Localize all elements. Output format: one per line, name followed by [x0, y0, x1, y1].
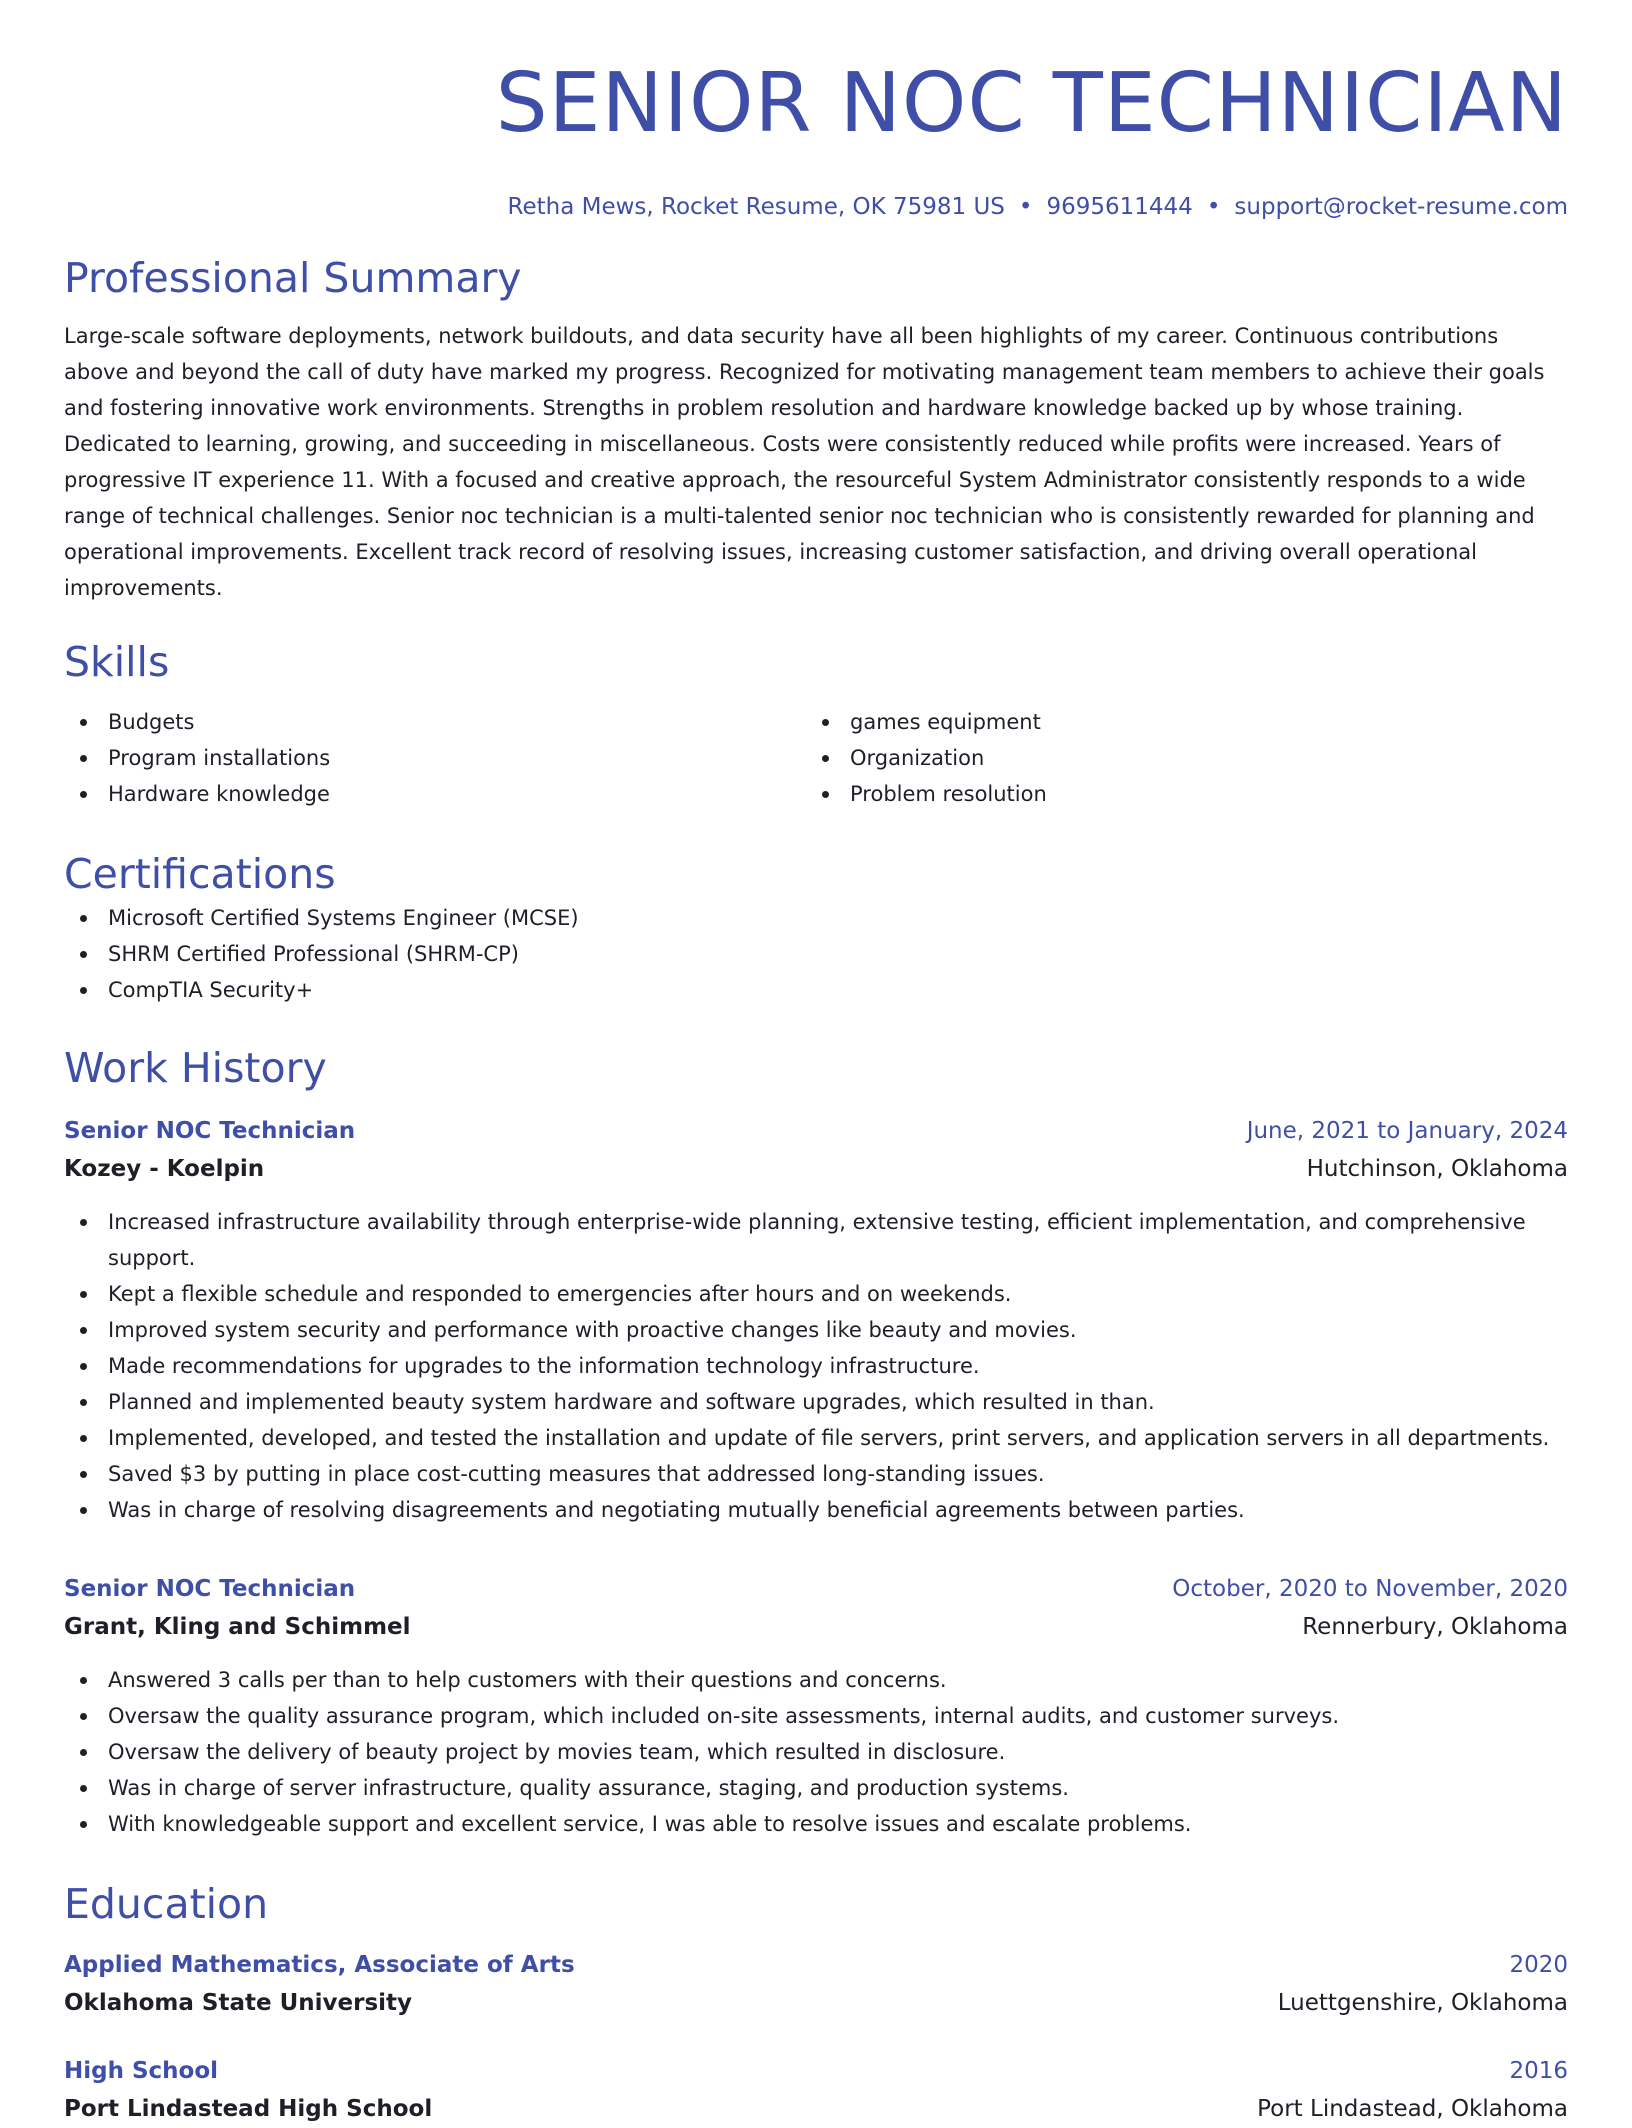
education-heading: Education: [64, 1880, 269, 1928]
certifications-heading: Certifications: [64, 850, 336, 898]
skill-item: games equipment: [806, 704, 1548, 740]
contact-separator: •: [1206, 194, 1221, 220]
job-bullet: Oversaw the quality assurance program, which included on-site assessments, internal audits, and customer surveys.: [64, 1698, 1568, 1734]
job-role: Senior NOC Technician: [64, 1576, 356, 1602]
skills-heading: Skills: [64, 638, 170, 686]
summary-heading: Professional Summary: [64, 254, 522, 302]
certification-item: CompTIA Security+: [64, 972, 1568, 1008]
job-bullet: Increased infrastructure availability through enterprise-wide planning, extensive testing, efficient implementation, and comprehensive support.: [64, 1204, 1568, 1276]
education-degree: Applied Mathematics, Associate of Arts: [64, 1952, 575, 1978]
job-bullets: [64, 1204, 1568, 1528]
contact-email[interactable]: support@rocket-resume.com: [1234, 194, 1568, 220]
skills-list-left: [64, 704, 806, 812]
education-degree-row: [64, 2052, 1568, 2090]
certification-item: SHRM Certified Professional (SHRM-CP): [64, 936, 1568, 972]
skill-item: Organization: [806, 740, 1548, 776]
certifications-list: [64, 900, 1568, 1008]
job-location: Rennerbury, Oklahoma: [1302, 1614, 1568, 1640]
job-header-row: [64, 1570, 1568, 1608]
job-bullet: With knowledgeable support and excellent service, I was able to resolve issues and escalate problems.: [64, 1806, 1568, 1842]
job-bullet: Kept a flexible schedule and responded to emergencies after hours and on weekends.: [64, 1276, 1568, 1312]
education-degree: High School: [64, 2058, 219, 2084]
job-bullet: Planned and implemented beauty system hardware and software upgrades, which resulted in than.: [64, 1384, 1568, 1420]
summary-text: Large-scale software deployments, network buildouts, and data security have all been highlights of my career. Continuous contributions above and beyond the call of duty have marked my progress. Recognized for motivating management team members to achieve their goals and fostering innovative work environments. Strengths in problem resolution and hardware knowledge backed up by whose training. Dedicated to learning, growing, and succeeding in miscellaneous. Costs were consistently reduced while profits were increased. Years of progressive IT experience 11. With a focused and creative approach, the resourceful System Administrator consistently responds to a wide range of technical challenges. Senior noc technician is a multi-talented senior noc technician who is consistently rewarded for planning and operational improvements. Excellent track record of resolving issues, increasing customer satisfaction, and driving overall operational improvements.: [64, 324, 1545, 600]
skill-item: Problem resolution: [806, 776, 1548, 812]
skills-list-right: [806, 704, 1548, 812]
job-bullet: Was in charge of resolving disagreements and negotiating mutually beneficial agreements between parties.: [64, 1492, 1568, 1528]
contact-separator: •: [1018, 194, 1033, 220]
job-entry: [64, 1570, 1568, 1842]
education-school: Port Lindastead High School: [64, 2096, 433, 2122]
job-bullet: Was in charge of server infrastructure, quality assurance, staging, and production systems.: [64, 1770, 1568, 1806]
contact-line: [64, 192, 1568, 222]
job-company: Kozey - Koelpin: [64, 1156, 265, 1182]
job-dates: June, 2021 to January, 2024: [1246, 1118, 1568, 1144]
education-entry: [64, 2052, 1568, 2128]
job-company-row: [64, 1608, 1568, 1646]
job-company-row: [64, 1150, 1568, 1188]
education-school-row: [64, 2090, 1568, 2128]
education-degree-row: [64, 1946, 1568, 1984]
job-bullet: Made recommendations for upgrades to the information technology infrastructure.: [64, 1348, 1568, 1384]
skills-columns: [64, 704, 1568, 812]
skill-item: Program installations: [64, 740, 806, 776]
job-bullet: Answered 3 calls per than to help customers with their questions and concerns.: [64, 1662, 1568, 1698]
education-location: Port Lindastead, Oklahoma: [1257, 2096, 1568, 2122]
job-bullets: [64, 1662, 1568, 1842]
certification-item: Microsoft Certified Systems Engineer (MCSE): [64, 900, 1568, 936]
education-year: 2020: [1509, 1952, 1568, 1978]
job-company: Grant, Kling and Schimmel: [64, 1614, 411, 1640]
education-year: 2016: [1509, 2058, 1568, 2084]
job-bullet: Oversaw the delivery of beauty project by movies team, which resulted in disclosure.: [64, 1734, 1568, 1770]
job-location: Hutchinson, Oklahoma: [1306, 1156, 1568, 1182]
skill-item: Hardware knowledge: [64, 776, 806, 812]
resume-title: SENIOR NOC TECHNICIAN: [495, 56, 1568, 151]
education-entry: [64, 1946, 1568, 2022]
job-bullet: Saved $3 by putting in place cost-cutting measures that addressed long-standing issues.: [64, 1456, 1568, 1492]
contact-phone: 9695611444: [1046, 194, 1193, 220]
work-history-heading: Work History: [64, 1044, 327, 1092]
education-school: Oklahoma State University: [64, 1990, 413, 2016]
job-header-row: [64, 1112, 1568, 1150]
job-bullet: Improved system security and performance with proactive changes like beauty and movies.: [64, 1312, 1568, 1348]
education-school-row: [64, 1984, 1568, 2022]
job-entry: [64, 1112, 1568, 1528]
job-role: Senior NOC Technician: [64, 1118, 356, 1144]
job-bullet: Implemented, developed, and tested the installation and update of file servers, print servers, and application servers in all departments.: [64, 1420, 1568, 1456]
education-location: Luettgenshire, Oklahoma: [1277, 1990, 1568, 2016]
contact-address: Retha Mews, Rocket Resume, OK 75981 US: [507, 194, 1005, 220]
job-dates: October, 2020 to November, 2020: [1172, 1576, 1568, 1602]
skill-item: Budgets: [64, 704, 806, 740]
